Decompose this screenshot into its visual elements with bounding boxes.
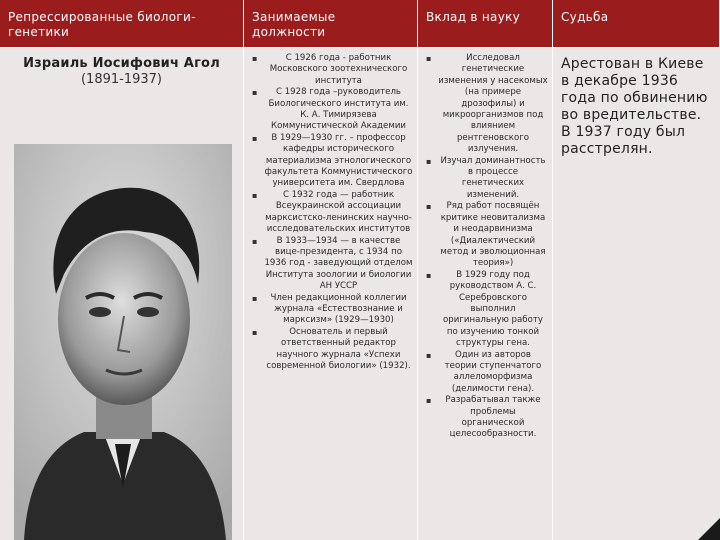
list-item: ▪ Разрабатывал также проблемы органической целесообразности.	[432, 395, 548, 441]
list-item: ▪ С 1932 года — работник Всеукраинской ассоциации марксистско-ленинских научно-исследовательских институтов	[258, 190, 413, 236]
list-item: ▪ С 1926 года - работник Московского зоотехнического института	[258, 53, 413, 87]
person-name: Израиль Иосифович Агол	[23, 56, 220, 71]
list-item: ▪ В 1933—1934 — в качестве вице-президента, с 1934 по 1936 год - заведующий отделом Института зоологии и биологии АН УССР	[258, 236, 413, 293]
contribution-list	[418, 48, 552, 441]
portrait-photo	[14, 144, 232, 540]
list-item: ▪ Изучал доминантность в процессе генетических изменений.	[432, 156, 548, 202]
header-biologists: Репрессированные биологи-генетики	[0, 0, 244, 48]
list-item: ▪ В 1929 году под руководством А. С. Серебровского выполнил оригинальную работу по изучению тонкой структуры гена.	[432, 270, 548, 350]
page-corner-decoration	[698, 518, 720, 540]
person-years: (1891-1937)	[80, 72, 162, 87]
list-item: ▪ Основатель и первый ответственный редактор научного журнала «Успехи современной биологии» (1932).	[258, 327, 413, 373]
list-item: ▪ Один из авторов теории ступенчатого аллеломорфизма (делимости гена).	[432, 350, 548, 396]
list-item: ▪ В 1929—1930 гг. – профессор кафедры исторического материализма этнологического факультета Коммунистического университета им. Свердлова	[258, 133, 413, 190]
header-positions: Занимаемые должности	[244, 0, 418, 48]
header-fate: Судьба	[553, 0, 720, 48]
person-cell	[0, 48, 244, 540]
positions-cell	[244, 48, 418, 540]
positions-list	[244, 48, 417, 372]
fate-text: Арестован в Киеве в декабре 1936 года по обвинению во вредительстве. В 1937 году был расстрелян.	[561, 56, 708, 157]
fate-cell	[553, 48, 720, 540]
portrait-image	[14, 144, 232, 540]
list-item: ▪ С 1928 года –руководитель Биологического института им. К. А. Тимирязева Коммунистической Академии	[258, 87, 413, 133]
header-contribution: Вклад в науку	[418, 0, 553, 48]
list-item: ▪ Член редакционной коллегии журнала «Естествознание и марксизм» (1929—1930)	[258, 293, 413, 327]
list-item: ▪ Исследовал генетические изменения у насекомых (на примере дрозофилы) и микроорганизмов под влиянием рентгеновского излучения.	[432, 53, 548, 156]
contribution-cell	[418, 48, 553, 540]
list-item: ▪ Ряд работ посвящён критике неовитализма и неодарвинизма («Диалектический метод и эволюционная теория»)	[432, 201, 548, 269]
